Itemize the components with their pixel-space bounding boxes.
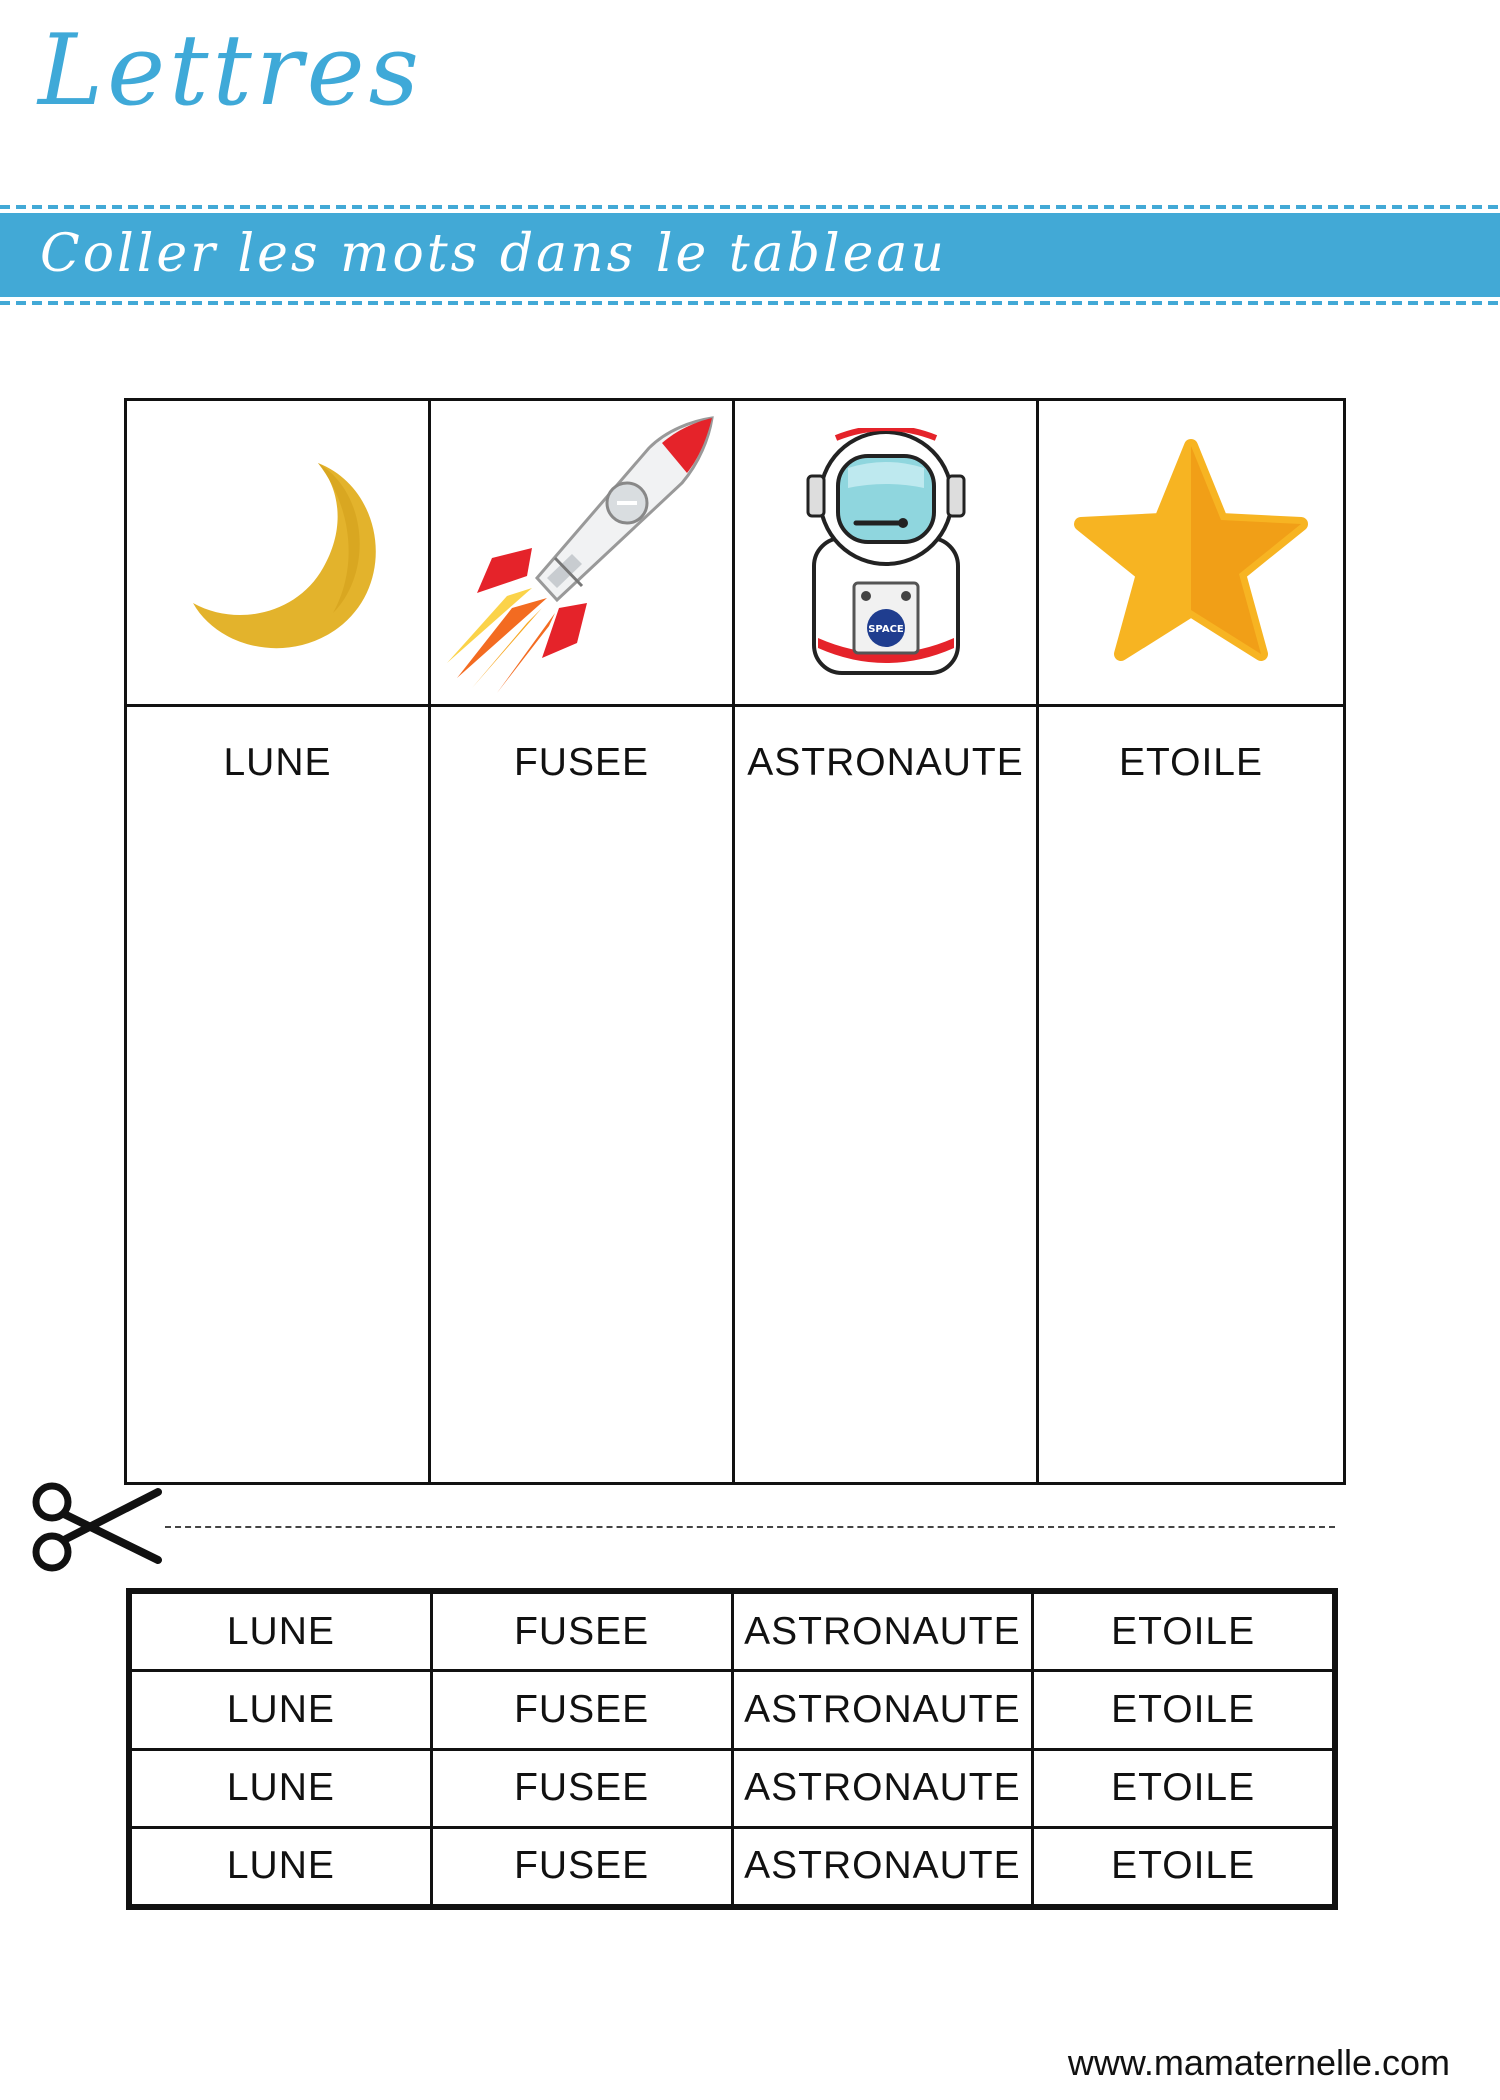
word-label[interactable]: ASTRONAUTE (732, 1671, 1033, 1749)
column-word: FUSEE (431, 707, 735, 1482)
word-label[interactable]: FUSEE (431, 1827, 732, 1905)
image-cell-rocket (431, 401, 735, 707)
word-strips (126, 1588, 1338, 1910)
word-label[interactable]: LUNE (131, 1593, 432, 1671)
page-title: Lettres (38, 14, 423, 128)
astronaut-badge-text: SPACE (867, 623, 904, 635)
instruction-text: Coller les mots dans le tableau (40, 224, 947, 284)
image-cell-moon (127, 401, 431, 707)
footer-url[interactable]: www.mamaternelle.com (1067, 2042, 1450, 2083)
word-label[interactable]: LUNE (131, 1749, 432, 1827)
image-cell-astronaut (735, 401, 1039, 707)
word-label[interactable]: ASTRONAUTE (732, 1593, 1033, 1671)
table-row (131, 1671, 1334, 1749)
word-label[interactable]: ASTRONAUTE (732, 1749, 1033, 1827)
cut-line (165, 1526, 1335, 1528)
word-label[interactable]: ASTRONAUTE (732, 1827, 1033, 1905)
word-label[interactable]: ETOILE (1033, 1827, 1334, 1905)
word-label[interactable]: ETOILE (1033, 1593, 1334, 1671)
word-label[interactable]: FUSEE (431, 1593, 732, 1671)
instruction-banner (0, 203, 1500, 307)
word-label[interactable]: FUSEE (431, 1671, 732, 1749)
word-label[interactable]: FUSEE (431, 1749, 732, 1827)
moon-icon (168, 443, 388, 663)
column-word: ETOILE (1118, 741, 1263, 784)
column-word: ASTRONAUTE (735, 707, 1039, 1482)
table-row (131, 1827, 1334, 1905)
image-cell-star (1039, 401, 1343, 707)
star-icon (1071, 438, 1311, 668)
astronaut-icon (806, 428, 966, 678)
word-label[interactable]: ETOILE (1033, 1749, 1334, 1827)
rocket-icon (437, 408, 727, 698)
sorting-table (124, 398, 1346, 1485)
word-label[interactable]: LUNE (131, 1827, 432, 1905)
column-word: LUNE (127, 707, 431, 1482)
scissors-icon (28, 1480, 163, 1575)
table-row (131, 1593, 1334, 1671)
word-label[interactable]: ETOILE (1033, 1671, 1334, 1749)
word-label[interactable]: LUNE (131, 1671, 432, 1749)
table-row (131, 1749, 1334, 1827)
